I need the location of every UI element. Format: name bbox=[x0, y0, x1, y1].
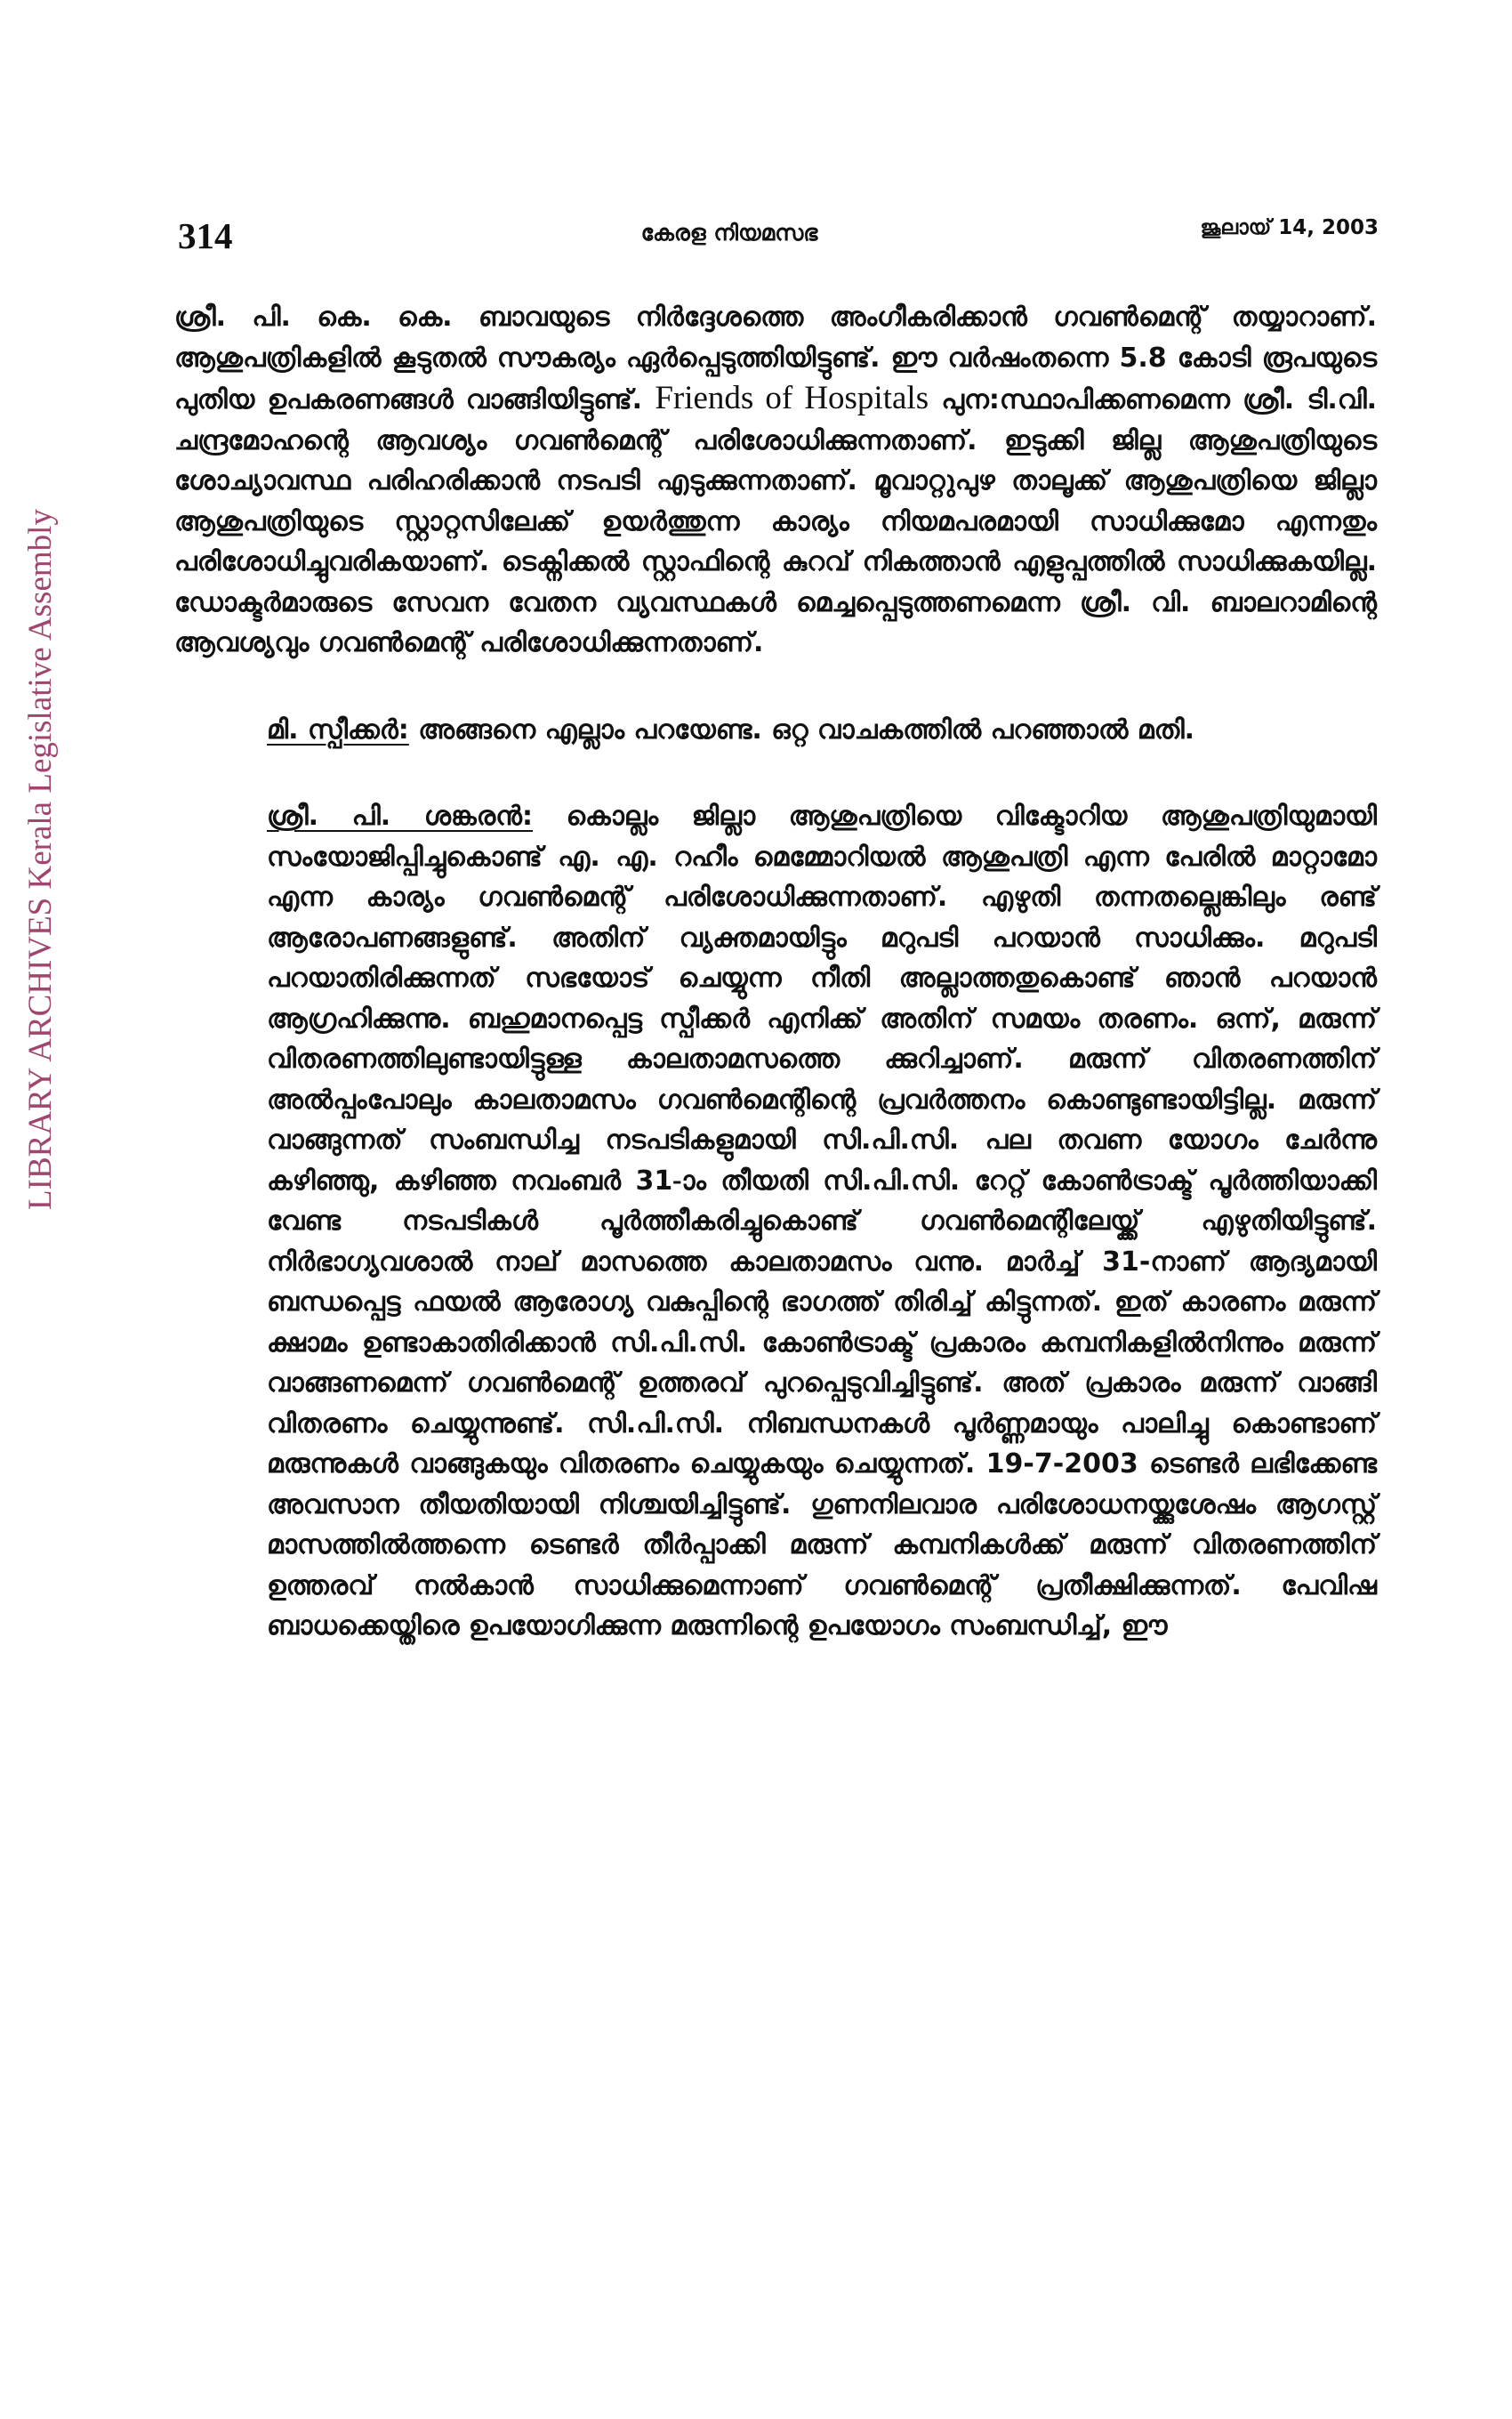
paragraph-text: ശ്രീ. പി. കെ. കെ. ബാവയുടെ നിർദ്ദേശത്തെ അംഗീകരിക്കാൻ ഗവൺമെന്റ് തയ്യാറാണ്. ആശുപത്രികളിൽ കൂടുതൽ സൗകര്യം ഏർപ്പെടുത്തിയിട്ടുണ്ട്. ഈ വർഷംതന്നെ 5.8 കോടി രൂപയുടെ പുതിയ ഉപകരണങ്ങൾ വാങ്ങിയിട്ടുണ്ട്. bbox=[174, 302, 1377, 415]
paragraph-speaker bbox=[174, 710, 1377, 751]
page-header bbox=[0, 206, 1512, 269]
side-watermark: LIBRARY ARCHIVES Kerala Legislative Assembly bbox=[22, 509, 59, 1210]
running-date: ജൂലായ് 14, 2003 bbox=[1200, 216, 1379, 239]
paragraph-text: പുന:സ്ഥാപിക്കണമെന്ന ശ്രീ. ടി.വി. ചന്ദ്രമോഹന്റെ ആവശ്യം ഗവൺമെന്റ് പരിശോധിക്കുന്നതാണ്. ഇടുക്കി ജില്ല ആശുപത്രിയുടെ ശോച്യാവസ്ഥ പരിഹരിക്കാൻ നടപടി എടുക്കുന്നതാണ്. മൂവാറ്റുപുഴ താലൂക്ക് ആശുപത്രിയെ ജില്ലാ ആശുപത്രിയുടെ സ്റ്റാറ്റസിലേക്ക് ഉയർത്തുന്ന കാര്യം നിയമപരമായി സാധിക്കുമോ എന്നതും പരിശോധിച്ചുവരികയാണ്. ടെക്നിക്കൽ സ്റ്റാഫിന്റെ കുറവ് നികത്താൻ എളുപ്പത്തിൽ സാധിക്കുകയില്ല. ഡോക്ടർമാരുടെ സേവന വേതന വ്യവസ്ഥകൾ മെച്ചപ്പെടുത്തണമെന്ന ശ്രീ. വി. ബാലറാമിന്റെ ആവശ്യവും ഗവൺമെന്റ് പരിശോധിക്കുന്നതാണ്. bbox=[174, 384, 1377, 658]
paragraph-text: കൊല്ലം ജില്ലാ ആശുപത്രിയെ വിക്ടോറിയ ആശുപത്രിയുമായി സംയോജിപ്പിച്ചുകൊണ്ട് എ. എ. റഹീം മെമ്മോറിയൽ ആശുപത്രി എന്ന പേരിൽ മാറ്റാമോ എന്ന കാര്യം ഗവൺമെന്റ് പരിശോധിക്കുന്നതാണ്. എഴുതി തന്നതല്ലെങ്കിലും രണ്ട് ആരോപണങ്ങളുണ്ട്. അതിന് വ്യക്തമായിട്ടും മറുപടി പറയാൻ സാധിക്കും. മറുപടി പറയാതിരിക്കുന്നത് സഭയോട് ചെയ്യുന്ന നീതി അല്ലാത്തതുകൊണ്ട് ഞാൻ പറയാൻ ആഗ്രഹിക്കുന്നു. ബഹുമാനപ്പെട്ട സ്പീക്കർ എനിക്ക് അതിന് സമയം തരണം. ഒന്ന്, മരുന്ന് വിതരണത്തിലുണ്ടായിട്ടുള്ള കാലതാമസത്തെ ക്കുറിച്ചാണ്. മരുന്ന് വിതരണത്തിന് അൽപ്പംപോലും കാലതാമസം ഗവൺമെന്റിന്റെ പ്രവർത്തനം കൊണ്ടുണ്ടായിട്ടില്ല. മരുന്ന് വാങ്ങുന്നത് സംബന്ധിച്ച നടപടികളുമായി സി.പി.സി. പല തവണ യോഗം ചേർന്നു കഴിഞ്ഞു, കഴിഞ്ഞ നവംബർ 31-ാം തീയതി സി.പി.സി. റേറ്റ് കോൺട്രാക്ട് പൂർത്തിയാക്കി വേണ്ട നടപടികൾ പൂർത്തീകരിച്ചുകൊണ്ട് ഗവൺമെന്റിലേയ്ക്ക് എഴുതിയിട്ടുണ്ട്. നിർഭാഗ്യവശാൽ നാല് മാസത്തെ കാലതാമസം വന്നു. മാർച്ച് 31-നാണ് ആദ്യമായി ബന്ധപ്പെട്ട ഫയൽ ആരോഗ്യ വകുപ്പിന്റെ ഭാഗത്ത് തിരിച്ച് കിട്ടുന്നത്. ഇത് കാരണം മരുന്ന് ക്ഷാമം ഉണ്ടാകാതിരിക്കാൻ സി.പി.സി. കോൺട്രാക്ട് പ്രകാരം കമ്പനികളിൽനിന്നും മരുന്ന് വാങ്ങണമെന്ന് ഗവൺമെന്റ് ഉത്തരവ് പുറപ്പെടുവിച്ചിട്ടുണ്ട്. അത് പ്രകാരം മരുന്ന് വാങ്ങി വിതരണം ചെയ്യുന്നുണ്ട്. സി.പി.സി. നിബന്ധനകൾ പൂർണ്ണമായും പാലിച്ചു കൊണ്ടാണ് മരുന്നുകൾ വാങ്ങുകയും വിതരണം ചെയ്യുകയും ചെയ്യുന്നത്. 19-7-2003 ടെണ്ടർ ലഭിക്കേണ്ട അവസാന തീയതിയായി നിശ്ചയിച്ചിട്ടുണ്ട്. ഗുണനിലവാര പരിശോധനയ്ക്കുശേഷം ആഗസ്റ്റ് മാസത്തിൽത്തന്നെ ടെണ്ടർ തീർപ്പാക്കി മരുന്ന് കമ്പനികൾക്ക് മരുന്ന് വിതരണത്തിന് ഉത്തരവ് നൽകാൻ സാധിക്കുമെന്നാണ് ഗവൺമെന്റ് പ്രതീക്ഷിക്കുന്നത്. പേവിഷ ബാധക്കെയ്തിരെ ഉപയോഗിക്കുന്ന മരുന്നിന്റെ ഉപയോഗം സംബന്ധിച്ച്, ഈ bbox=[267, 801, 1377, 1641]
running-title: കേരള നിയമസഭ bbox=[640, 220, 818, 246]
paragraph-text: അങ്ങനെ എല്ലാം പറയേണ്ട. ഒറ്റ വാചകത്തിൽ പറഞ്ഞാൽ മതി. bbox=[418, 714, 1195, 746]
page-number: 314 bbox=[178, 215, 233, 256]
english-phrase: Friends of Hospitals bbox=[655, 380, 929, 416]
speaker-name: മി. സ്പീക്കർ: bbox=[267, 714, 409, 746]
page-body bbox=[174, 297, 1377, 1647]
paragraph-minister-reply bbox=[174, 297, 1377, 664]
speaker-name: ശ്രീ. പി. ശങ്കരൻ: bbox=[267, 801, 533, 832]
paragraph-shankaran bbox=[174, 796, 1377, 1647]
